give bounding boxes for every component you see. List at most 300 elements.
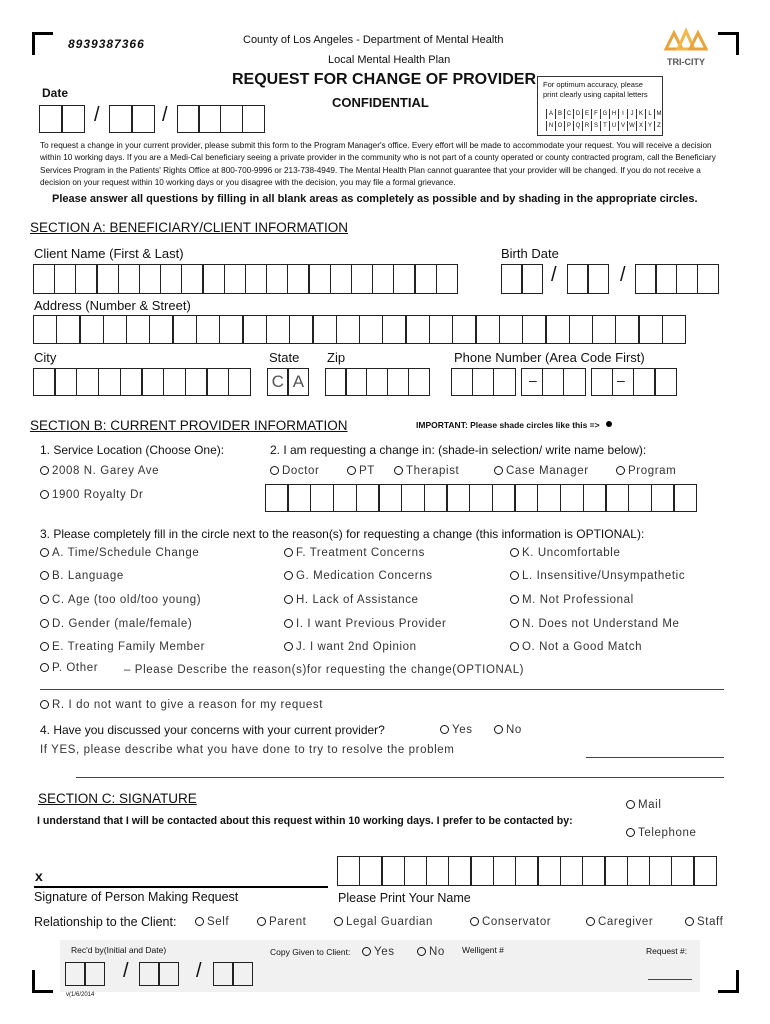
char-box[interactable] bbox=[359, 315, 384, 344]
char-box[interactable] bbox=[583, 484, 607, 512]
recd-label: Rec'd by(Initial and Date) bbox=[71, 945, 167, 955]
char-box[interactable] bbox=[671, 856, 695, 886]
client-name-boxes[interactable] bbox=[34, 264, 458, 294]
birth-month-boxes[interactable] bbox=[502, 264, 543, 294]
char-box[interactable] bbox=[452, 315, 477, 344]
discussed-question: 4. Have you discussed your concerns with your current provider? bbox=[40, 723, 385, 737]
char-box[interactable] bbox=[149, 315, 174, 344]
option-label: R. I do not want to give a reason for my request bbox=[52, 699, 324, 711]
radio-circle-icon[interactable] bbox=[586, 917, 595, 926]
char-box[interactable] bbox=[325, 368, 347, 396]
reason-option[interactable] bbox=[510, 594, 634, 606]
city-boxes[interactable] bbox=[34, 368, 251, 396]
radio-circle-icon[interactable] bbox=[362, 947, 371, 956]
char-box[interactable] bbox=[560, 856, 584, 886]
recd-year-boxes[interactable] bbox=[214, 962, 253, 986]
char-box[interactable] bbox=[213, 962, 234, 986]
contact-mail-option[interactable] bbox=[626, 799, 662, 811]
option-label: E. Treating Family Member bbox=[52, 641, 206, 653]
reason-option[interactable] bbox=[284, 618, 446, 630]
followup-line-1[interactable] bbox=[586, 757, 724, 758]
char-box[interactable] bbox=[638, 315, 663, 344]
char-box[interactable] bbox=[615, 315, 640, 344]
char-box[interactable] bbox=[582, 856, 606, 886]
signature-line[interactable] bbox=[34, 886, 328, 888]
radio-circle-icon[interactable] bbox=[510, 595, 519, 604]
char-box[interactable] bbox=[333, 484, 357, 512]
state-box[interactable]: C bbox=[267, 368, 289, 396]
reason-option-r[interactable] bbox=[40, 699, 323, 711]
char-box[interactable] bbox=[206, 368, 229, 396]
char-box[interactable] bbox=[493, 368, 516, 396]
reason-option[interactable] bbox=[284, 641, 417, 653]
char-box[interactable] bbox=[591, 368, 614, 396]
char-box[interactable] bbox=[228, 368, 251, 396]
reason-p-description: – Please Describe the reason(s)for requesting the change(OPTIONAL) bbox=[124, 664, 525, 676]
radio-circle-icon[interactable] bbox=[40, 700, 49, 709]
char-box[interactable] bbox=[372, 264, 395, 294]
char-box[interactable] bbox=[232, 962, 253, 986]
relationship-staff-option[interactable] bbox=[685, 916, 723, 928]
location-option-garey[interactable] bbox=[40, 465, 159, 477]
char-box[interactable] bbox=[308, 264, 331, 294]
sample-letter: Q bbox=[573, 121, 582, 131]
radio-circle-icon[interactable] bbox=[510, 548, 519, 557]
signature-label: Signature of Person Making Request bbox=[34, 890, 239, 904]
option-label: Self bbox=[207, 916, 230, 928]
char-box[interactable] bbox=[219, 315, 244, 344]
radio-circle-icon[interactable] bbox=[284, 571, 293, 580]
char-box[interactable] bbox=[96, 264, 119, 294]
city-label: City bbox=[34, 350, 57, 365]
char-box[interactable] bbox=[287, 484, 311, 512]
relationship-conservator-option[interactable] bbox=[470, 916, 551, 928]
char-box[interactable] bbox=[436, 264, 459, 294]
char-box[interactable] bbox=[160, 264, 183, 294]
char-box[interactable] bbox=[381, 856, 405, 886]
char-box[interactable] bbox=[627, 856, 651, 886]
phone-area-boxes[interactable] bbox=[452, 368, 516, 396]
char-box[interactable] bbox=[351, 264, 374, 294]
radio-circle-icon[interactable] bbox=[494, 725, 503, 734]
print-name-label: Please Print Your Name bbox=[338, 891, 471, 905]
char-box[interactable] bbox=[382, 315, 407, 344]
char-box[interactable] bbox=[120, 368, 143, 396]
option-label: D. Gender (male/female) bbox=[52, 618, 193, 630]
change-option-program[interactable] bbox=[616, 465, 676, 477]
relationship-parent-option[interactable] bbox=[257, 916, 306, 928]
char-box[interactable] bbox=[266, 315, 291, 344]
char-box[interactable] bbox=[336, 315, 361, 344]
char-box[interactable] bbox=[141, 368, 164, 396]
char-box[interactable] bbox=[131, 105, 155, 133]
birth-year-boxes[interactable] bbox=[636, 264, 719, 294]
char-box[interactable] bbox=[266, 264, 289, 294]
char-box[interactable] bbox=[451, 368, 474, 396]
char-box[interactable] bbox=[654, 368, 677, 396]
state-boxes[interactable] bbox=[268, 368, 309, 396]
radio-circle-icon[interactable] bbox=[470, 917, 479, 926]
char-box[interactable] bbox=[181, 264, 204, 294]
radio-circle-icon[interactable] bbox=[334, 917, 343, 926]
char-box[interactable] bbox=[56, 315, 81, 344]
char-box[interactable] bbox=[65, 962, 86, 986]
reason-option[interactable] bbox=[40, 570, 124, 582]
char-box[interactable] bbox=[515, 856, 539, 886]
radio-circle-icon[interactable] bbox=[284, 548, 293, 557]
accuracy-note: For optimum accuracy, please print clearly using capital letters bbox=[543, 80, 648, 99]
option-label: Therapist bbox=[406, 465, 460, 477]
sample-letter: A bbox=[546, 109, 555, 119]
char-box[interactable] bbox=[366, 368, 388, 396]
char-box[interactable] bbox=[337, 856, 361, 886]
option-label: 1900 Royalty Dr bbox=[52, 489, 144, 501]
reason-option[interactable] bbox=[40, 618, 192, 630]
followup-line-2[interactable] bbox=[76, 777, 724, 778]
option-label: Program bbox=[628, 465, 677, 477]
sample-letter: F bbox=[591, 109, 600, 119]
reason-option[interactable] bbox=[510, 570, 685, 582]
radio-circle-icon[interactable] bbox=[257, 917, 266, 926]
char-box[interactable] bbox=[76, 368, 99, 396]
radio-circle-icon[interactable] bbox=[417, 947, 426, 956]
relationship-guardian-option[interactable] bbox=[334, 916, 433, 928]
char-box[interactable] bbox=[429, 315, 454, 344]
option-label: Yes bbox=[452, 724, 473, 736]
char-box[interactable] bbox=[592, 315, 617, 344]
radio-circle-icon[interactable] bbox=[195, 917, 204, 926]
sample-letter: V bbox=[618, 121, 627, 131]
char-box[interactable] bbox=[139, 264, 162, 294]
option-label: Caregiver bbox=[598, 916, 654, 928]
char-box[interactable] bbox=[98, 368, 121, 396]
state-label: State bbox=[269, 350, 300, 365]
char-box[interactable] bbox=[662, 315, 687, 344]
option-label: 2008 N. Garey Ave bbox=[52, 465, 160, 477]
char-box[interactable] bbox=[426, 856, 450, 886]
radio-circle-icon[interactable] bbox=[40, 466, 49, 475]
char-box[interactable] bbox=[542, 368, 565, 396]
char-box[interactable] bbox=[563, 368, 586, 396]
option-label: Telephone bbox=[638, 827, 697, 839]
char-box[interactable] bbox=[569, 315, 594, 344]
reason-option[interactable] bbox=[510, 641, 642, 653]
char-box[interactable] bbox=[522, 315, 547, 344]
char-box[interactable] bbox=[177, 105, 200, 133]
char-box[interactable] bbox=[330, 264, 353, 294]
char-box[interactable] bbox=[475, 315, 500, 344]
option-label: Yes bbox=[374, 946, 395, 958]
request-number-line[interactable] bbox=[648, 979, 692, 980]
registration-mark-bottom-left bbox=[32, 970, 53, 993]
option-label: L. Insensitive/Unsympathetic bbox=[522, 570, 686, 582]
char-box[interactable] bbox=[448, 856, 472, 886]
char-box[interactable] bbox=[109, 105, 133, 133]
client-name-label: Client Name (First & Last) bbox=[34, 246, 184, 261]
reason-p-description-text: Please Describe the reason(s)for requesting the change(OPTIONAL) bbox=[134, 664, 525, 676]
char-box[interactable] bbox=[242, 315, 267, 344]
radio-circle-icon[interactable] bbox=[510, 571, 519, 580]
radio-circle-icon[interactable] bbox=[347, 466, 356, 475]
char-box[interactable] bbox=[470, 856, 494, 886]
address-boxes[interactable] bbox=[34, 315, 686, 344]
radio-circle-icon[interactable] bbox=[510, 642, 519, 651]
sample-letter: Z bbox=[654, 121, 663, 131]
char-box[interactable] bbox=[499, 315, 524, 344]
discussed-no-option[interactable] bbox=[494, 724, 522, 736]
char-box[interactable] bbox=[126, 315, 151, 344]
char-box[interactable] bbox=[446, 484, 470, 512]
char-box[interactable] bbox=[537, 856, 561, 886]
option-label: N. Does not Understand Me bbox=[522, 618, 680, 630]
char-box[interactable] bbox=[587, 264, 609, 294]
char-box[interactable] bbox=[521, 264, 543, 294]
char-box[interactable] bbox=[287, 264, 310, 294]
char-box[interactable] bbox=[196, 315, 221, 344]
radio-circle-icon[interactable] bbox=[494, 466, 503, 475]
char-box[interactable] bbox=[697, 264, 719, 294]
relationship-label: Relationship to the Client: bbox=[34, 915, 177, 929]
radio-circle-icon[interactable] bbox=[40, 490, 49, 499]
option-label: PT bbox=[359, 465, 375, 477]
char-box[interactable] bbox=[158, 962, 179, 986]
radio-circle-icon[interactable] bbox=[270, 466, 279, 475]
reason-option[interactable] bbox=[40, 594, 201, 606]
char-box[interactable] bbox=[492, 484, 516, 512]
location-option-royalty[interactable] bbox=[40, 489, 143, 501]
char-box[interactable] bbox=[604, 856, 628, 886]
char-box[interactable] bbox=[54, 264, 77, 294]
char-box[interactable] bbox=[172, 315, 197, 344]
char-box[interactable] bbox=[469, 484, 493, 512]
sample-letter: N bbox=[546, 121, 555, 131]
copy-no-option[interactable] bbox=[417, 946, 445, 958]
copy-given-label: Copy Given to Client: bbox=[270, 947, 351, 957]
registration-mark-top-left bbox=[32, 32, 53, 55]
char-box[interactable] bbox=[224, 264, 247, 294]
char-box[interactable] bbox=[560, 484, 584, 512]
radio-circle-icon[interactable] bbox=[626, 828, 635, 837]
reason-option[interactable] bbox=[40, 641, 205, 653]
provider-name-boxes[interactable] bbox=[266, 484, 697, 512]
char-box[interactable] bbox=[408, 368, 430, 396]
section-a-title: SECTION A: BENEFICIARY/CLIENT INFORMATION bbox=[30, 220, 349, 235]
char-box[interactable] bbox=[202, 264, 225, 294]
char-box[interactable] bbox=[424, 484, 448, 512]
zip-label: Zip bbox=[327, 350, 346, 365]
sample-letter: X bbox=[636, 121, 645, 131]
agency-name: County of Los Angeles - Department of Mental Health bbox=[243, 34, 504, 46]
char-box[interactable] bbox=[265, 484, 289, 512]
char-box[interactable] bbox=[649, 856, 673, 886]
discussed-yes-option[interactable] bbox=[440, 724, 473, 736]
char-box[interactable] bbox=[567, 264, 589, 294]
state-box[interactable]: A bbox=[287, 368, 309, 396]
tri-city-logo bbox=[664, 27, 708, 67]
char-box[interactable] bbox=[387, 368, 409, 396]
char-box[interactable] bbox=[655, 264, 677, 294]
radio-circle-icon[interactable] bbox=[40, 619, 49, 628]
char-box[interactable] bbox=[185, 368, 208, 396]
instruction-text: Please answer all questions by filling in all blank areas as completely as possible and by shading in the appropriate circles. bbox=[52, 193, 698, 205]
radio-circle-icon[interactable] bbox=[40, 548, 49, 557]
radio-circle-icon[interactable] bbox=[40, 642, 49, 651]
address-label: Address (Number & Street) bbox=[34, 298, 191, 313]
form-number: 8939387366 bbox=[68, 37, 145, 51]
registration-mark-top-right bbox=[718, 32, 739, 55]
radio-circle-icon[interactable] bbox=[440, 725, 449, 734]
sample-letter: T bbox=[600, 121, 609, 131]
char-box[interactable] bbox=[414, 264, 437, 294]
char-box[interactable] bbox=[676, 264, 698, 294]
reason-option[interactable] bbox=[40, 547, 199, 559]
option-label: Doctor bbox=[282, 465, 320, 477]
char-box[interactable] bbox=[404, 856, 428, 886]
sample-letter: U bbox=[609, 121, 618, 131]
char-box[interactable] bbox=[312, 315, 337, 344]
reason-option-p-other[interactable] bbox=[40, 662, 98, 674]
char-box[interactable] bbox=[54, 368, 77, 396]
sample-letter: H bbox=[609, 109, 618, 119]
char-box[interactable] bbox=[220, 105, 243, 133]
reason-option[interactable] bbox=[510, 618, 680, 630]
contact-telephone-option[interactable] bbox=[626, 827, 696, 839]
recd-day-boxes[interactable] bbox=[140, 962, 179, 986]
sample-letter: L bbox=[645, 109, 654, 119]
char-box[interactable] bbox=[103, 315, 128, 344]
option-label: Mail bbox=[638, 799, 662, 811]
char-box[interactable] bbox=[356, 484, 380, 512]
reason-option[interactable] bbox=[284, 570, 433, 582]
sample-letter: R bbox=[582, 121, 591, 131]
copy-yes-option[interactable] bbox=[362, 946, 395, 958]
radio-circle-icon[interactable] bbox=[616, 466, 625, 475]
option-label: No bbox=[429, 946, 445, 958]
char-box[interactable] bbox=[163, 368, 186, 396]
date-month-boxes[interactable] bbox=[40, 105, 85, 133]
radio-circle-icon[interactable] bbox=[626, 800, 635, 809]
sample-letter: D bbox=[573, 109, 582, 119]
char-box[interactable] bbox=[61, 105, 85, 133]
change-option-case-manager[interactable] bbox=[494, 465, 589, 477]
registration-mark-bottom-right bbox=[718, 970, 739, 993]
char-box[interactable] bbox=[605, 484, 629, 512]
important-note bbox=[416, 420, 612, 430]
confidential-label: CONFIDENTIAL bbox=[332, 95, 429, 110]
recd-slash: / bbox=[123, 960, 129, 982]
zip-boxes[interactable] bbox=[326, 368, 430, 396]
char-box[interactable] bbox=[39, 105, 63, 133]
sample-letter: M bbox=[654, 109, 663, 119]
radio-circle-icon[interactable] bbox=[510, 619, 519, 628]
char-box[interactable] bbox=[378, 484, 402, 512]
char-box[interactable] bbox=[84, 962, 105, 986]
radio-circle-icon[interactable] bbox=[40, 663, 49, 672]
reason-other-line[interactable] bbox=[40, 689, 724, 690]
char-box[interactable] bbox=[514, 484, 538, 512]
char-box[interactable] bbox=[693, 856, 717, 886]
char-box[interactable] bbox=[33, 264, 56, 294]
change-option-doctor[interactable] bbox=[270, 465, 319, 477]
radio-circle-icon[interactable] bbox=[284, 619, 293, 628]
char-box[interactable] bbox=[673, 484, 697, 512]
char-box[interactable] bbox=[118, 264, 141, 294]
char-box[interactable] bbox=[198, 105, 221, 133]
char-box[interactable] bbox=[289, 315, 314, 344]
char-box[interactable] bbox=[633, 368, 656, 396]
char-box[interactable] bbox=[242, 105, 265, 133]
relationship-caregiver-option[interactable] bbox=[586, 916, 653, 928]
option-label: M. Not Professional bbox=[522, 594, 634, 606]
sample-letter: P bbox=[564, 121, 573, 131]
radio-circle-icon[interactable] bbox=[40, 595, 49, 604]
section-b-title: SECTION B: CURRENT PROVIDER INFORMATION bbox=[30, 418, 348, 433]
option-label: Staff bbox=[697, 916, 724, 928]
option-label: Legal Guardian bbox=[346, 916, 434, 928]
plan-name: Local Mental Health Plan bbox=[328, 54, 451, 66]
radio-circle-icon[interactable] bbox=[685, 917, 694, 926]
char-box[interactable] bbox=[501, 264, 523, 294]
sample-letter: G bbox=[600, 109, 609, 119]
char-box[interactable] bbox=[345, 368, 367, 396]
char-box[interactable] bbox=[139, 962, 160, 986]
phone-label: Phone Number (Area Code First) bbox=[454, 350, 645, 365]
radio-circle-icon[interactable] bbox=[284, 642, 293, 651]
recd-month-boxes[interactable] bbox=[66, 962, 105, 986]
char-box[interactable] bbox=[79, 315, 104, 344]
phone-line-boxes[interactable] bbox=[592, 368, 677, 396]
option-label: P. Other bbox=[52, 662, 99, 674]
char-box[interactable] bbox=[472, 368, 495, 396]
char-box[interactable] bbox=[393, 264, 416, 294]
date-day-boxes[interactable] bbox=[110, 105, 155, 133]
change-option-pt[interactable] bbox=[347, 465, 375, 477]
logo-mountains-icon bbox=[664, 27, 708, 51]
char-box[interactable] bbox=[359, 856, 383, 886]
char-box[interactable] bbox=[405, 315, 430, 344]
important-note-text: IMPORTANT: Please shade circles like this => bbox=[416, 420, 600, 430]
char-box[interactable] bbox=[33, 315, 58, 344]
char-box[interactable] bbox=[401, 484, 425, 512]
char-box[interactable] bbox=[245, 264, 268, 294]
char-box[interactable] bbox=[635, 264, 657, 294]
sample-letter: E bbox=[582, 109, 591, 119]
service-location-question: 1. Service Location (Choose One): bbox=[40, 443, 225, 457]
sample-letter: Y bbox=[645, 121, 654, 131]
char-box[interactable] bbox=[75, 264, 98, 294]
radio-circle-icon[interactable] bbox=[394, 466, 403, 475]
char-box[interactable] bbox=[651, 484, 675, 512]
char-box[interactable] bbox=[537, 484, 561, 512]
relationship-self-option[interactable] bbox=[195, 916, 229, 928]
accuracy-note-box bbox=[537, 76, 663, 136]
reason-option[interactable] bbox=[284, 547, 425, 559]
char-box[interactable] bbox=[310, 484, 334, 512]
change-option-therapist[interactable] bbox=[394, 465, 459, 477]
reason-option[interactable] bbox=[284, 594, 419, 606]
birth-day-boxes[interactable] bbox=[568, 264, 609, 294]
char-box[interactable] bbox=[545, 315, 570, 344]
option-label: C. Age (too old/too young) bbox=[52, 594, 202, 606]
radio-circle-icon[interactable] bbox=[284, 595, 293, 604]
radio-circle-icon[interactable] bbox=[40, 571, 49, 580]
print-name-boxes[interactable] bbox=[338, 856, 717, 886]
reason-option[interactable] bbox=[510, 547, 620, 559]
char-box[interactable] bbox=[628, 484, 652, 512]
char-box[interactable] bbox=[493, 856, 517, 886]
char-box[interactable] bbox=[33, 368, 56, 396]
date-year-boxes[interactable] bbox=[178, 105, 265, 133]
